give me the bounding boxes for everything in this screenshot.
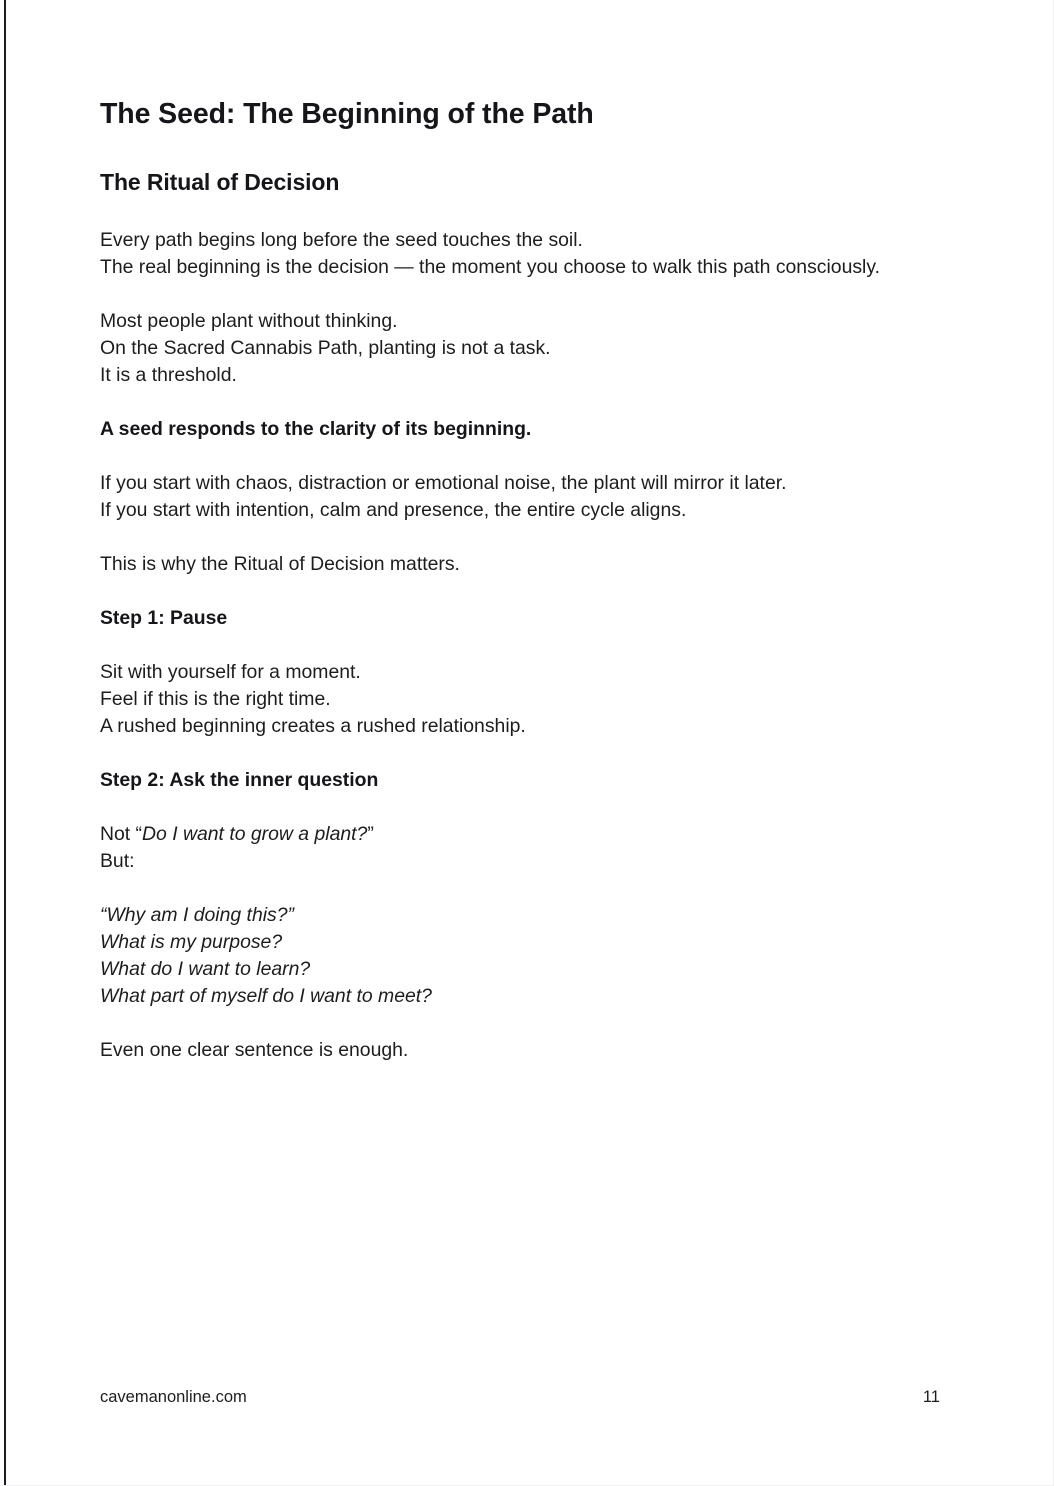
paragraph-chaos-or-intention [100,443,940,524]
footer-site-name: cavemanonline.com [100,1388,247,1406]
paragraph-most-people-line-1: Most people plant without thinking. [100,310,398,333]
step-1-line-2: Feel if this is the right time. [100,688,331,711]
page-title: The Seed: The Beginning of the Path [100,98,594,130]
step-2-but-label: But: [100,850,135,873]
step-2-not-suffix: ” [367,823,374,846]
step-2-not-prefix: Not “ [100,823,143,846]
paragraph-most-people-line-3: It is a threshold. [100,364,237,387]
step-1-line-3: A rushed beginning creates a rushed relationship. [100,715,526,738]
page-content [100,0,940,1064]
step-2-rejected-question: Do I want to grow a plant? [142,823,368,846]
step-2-heading: Step 2: Ask the inner question [100,769,379,792]
paragraph-opening [100,196,940,281]
inner-question-1: “Why am I doing this?” [100,904,294,927]
step-1-body [100,632,940,740]
paragraph-why-ritual-matters: This is why the Ritual of Decision matters. [100,553,460,576]
section-heading-ritual-of-decision: The Ritual of Decision [100,168,340,195]
page-footer [100,1388,940,1408]
step-2-not-question [100,794,940,875]
paragraph-opening-line-1: Every path begins long before the seed touches the soil. [100,229,583,252]
inner-question-4: What part of myself do I want to meet? [100,985,432,1008]
step-1-line-1: Sit with yourself for a moment. [100,661,361,684]
paragraph-intention-line: If you start with intention, calm and presence, the entire cycle aligns. [100,499,687,522]
page-left-edge-rule [4,0,6,1486]
emphasis-statement: A seed responds to the clarity of its beginning. [100,418,532,441]
paragraph-most-people-line-2: On the Sacred Cannabis Path, planting is not a task. [100,337,551,360]
paragraph-chaos-line: If you start with chaos, distraction or emotional noise, the plant will mirror it later. [100,472,787,495]
closing-statement: Even one clear sentence is enough. [100,1039,409,1062]
inner-questions-list [100,875,940,1010]
paragraph-most-people [100,281,940,389]
inner-question-3: What do I want to learn? [100,958,311,981]
paragraph-opening-line-2: The real beginning is the decision — the moment you choose to walk this path consciously. [100,256,880,279]
step-1-heading: Step 1: Pause [100,607,228,630]
footer-page-number: 11 [922,1388,940,1406]
inner-question-2: What is my purpose? [100,931,283,954]
